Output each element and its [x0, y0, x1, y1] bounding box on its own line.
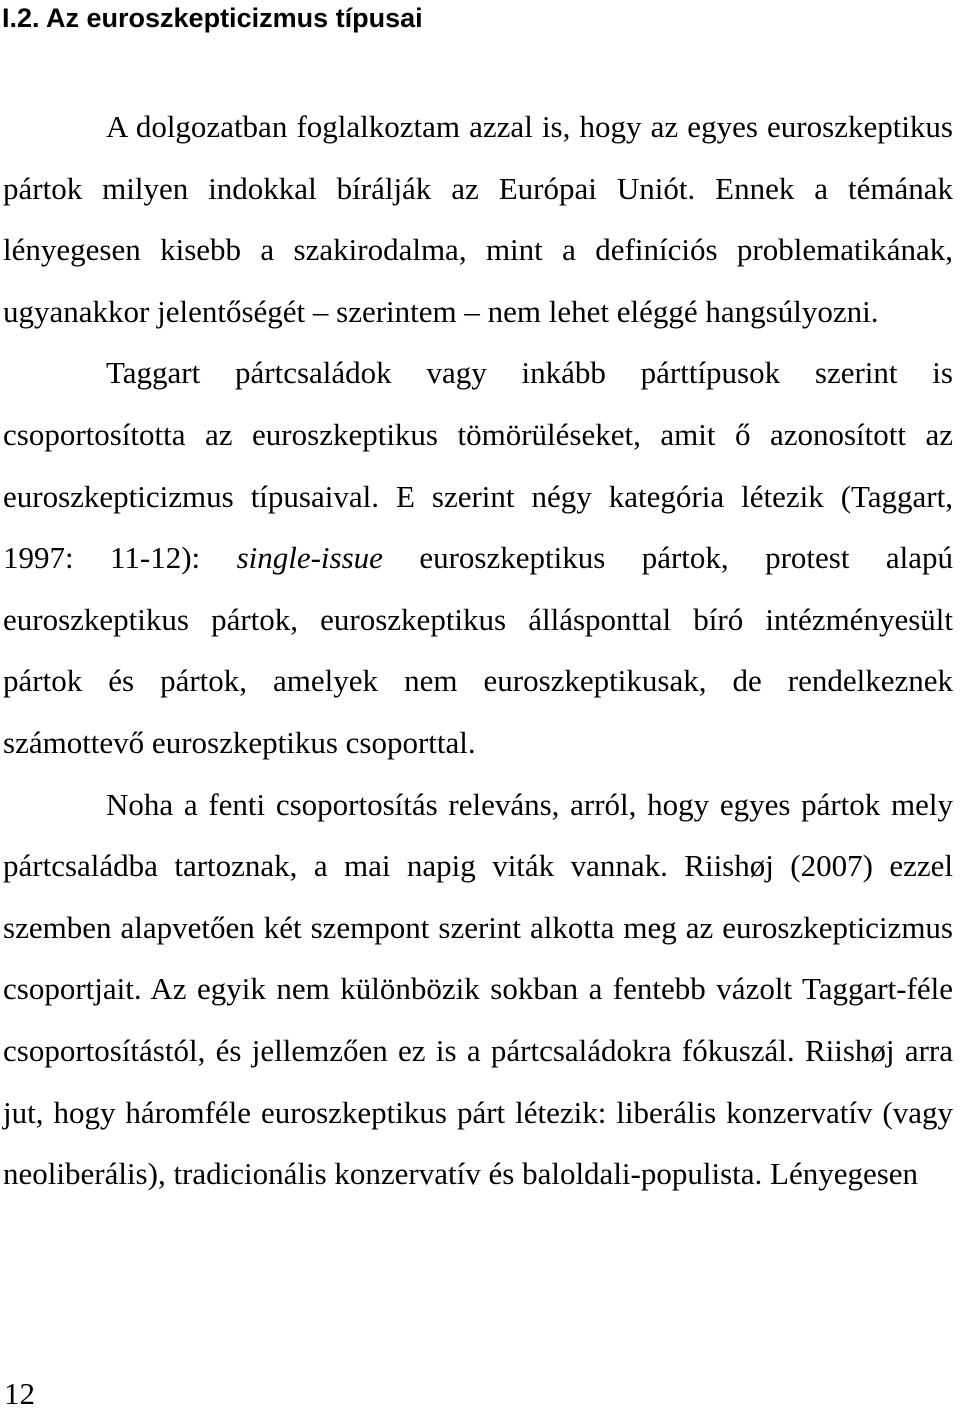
italic-term: single-issue	[236, 540, 383, 576]
page-number: 12	[4, 1376, 35, 1411]
paragraph-3: Noha a fenti csoportosítás releváns, arról, hogy egyes pártok mely pártcsaládba tartoznak, a mai napig viták vannak. Riishøj (2007) ezzel szemben alapvetően két szempont szerint alkotta meg az euroszkepticizmus csoportjait. Az egyik nem különbözik sokban a fentebb vázolt Taggart-féle csoportosítástól, és jellemzően ez is a pártcsaládokra fókuszál. Riishøj arra jut, hogy háromféle euroszkeptikus párt létezik: liberális konzervatív (vagy neoliberális), tradicionális konzervatív és baloldali-populista. Lényegesen	[3, 786, 953, 1192]
paragraph-2-text-end: euroszkeptikus pártok, protest alapú euroszkeptikus pártok, euroszkeptikus állásponttal bíró intézményesült pártok és pártok, amelyek nem euroszkeptikusak, de rendelkeznek számottevő euroszkeptikus csoporttal.	[3, 540, 953, 760]
body-text	[3, 96, 953, 1205]
paragraph-1: A dolgozatban foglalkoztam azzal is, hogy az egyes euroszkeptikus pártok milyen indokkal bírálják az Európai Uniót. Ennek a témának lényegesen kisebb a szakirodalma, mint a definíciós problematikának, ugyanakkor jelentőségét – szerintem – nem lehet eléggé hangsúlyozni.	[3, 109, 953, 329]
paragraph-2	[3, 342, 953, 773]
paragraph-2-text-start: Taggart pártcsaládok vagy inkább párttípusok szerint is csoportosította az euroszkeptikus tömörüléseket, amit ő azonosított az euroszkepticizmus típusaival. E szerint négy kategória létezik (Taggart, 1997: 11-12):	[3, 355, 953, 576]
section-heading: I.2. Az euroszkepticizmus típusai	[2, 3, 423, 33]
